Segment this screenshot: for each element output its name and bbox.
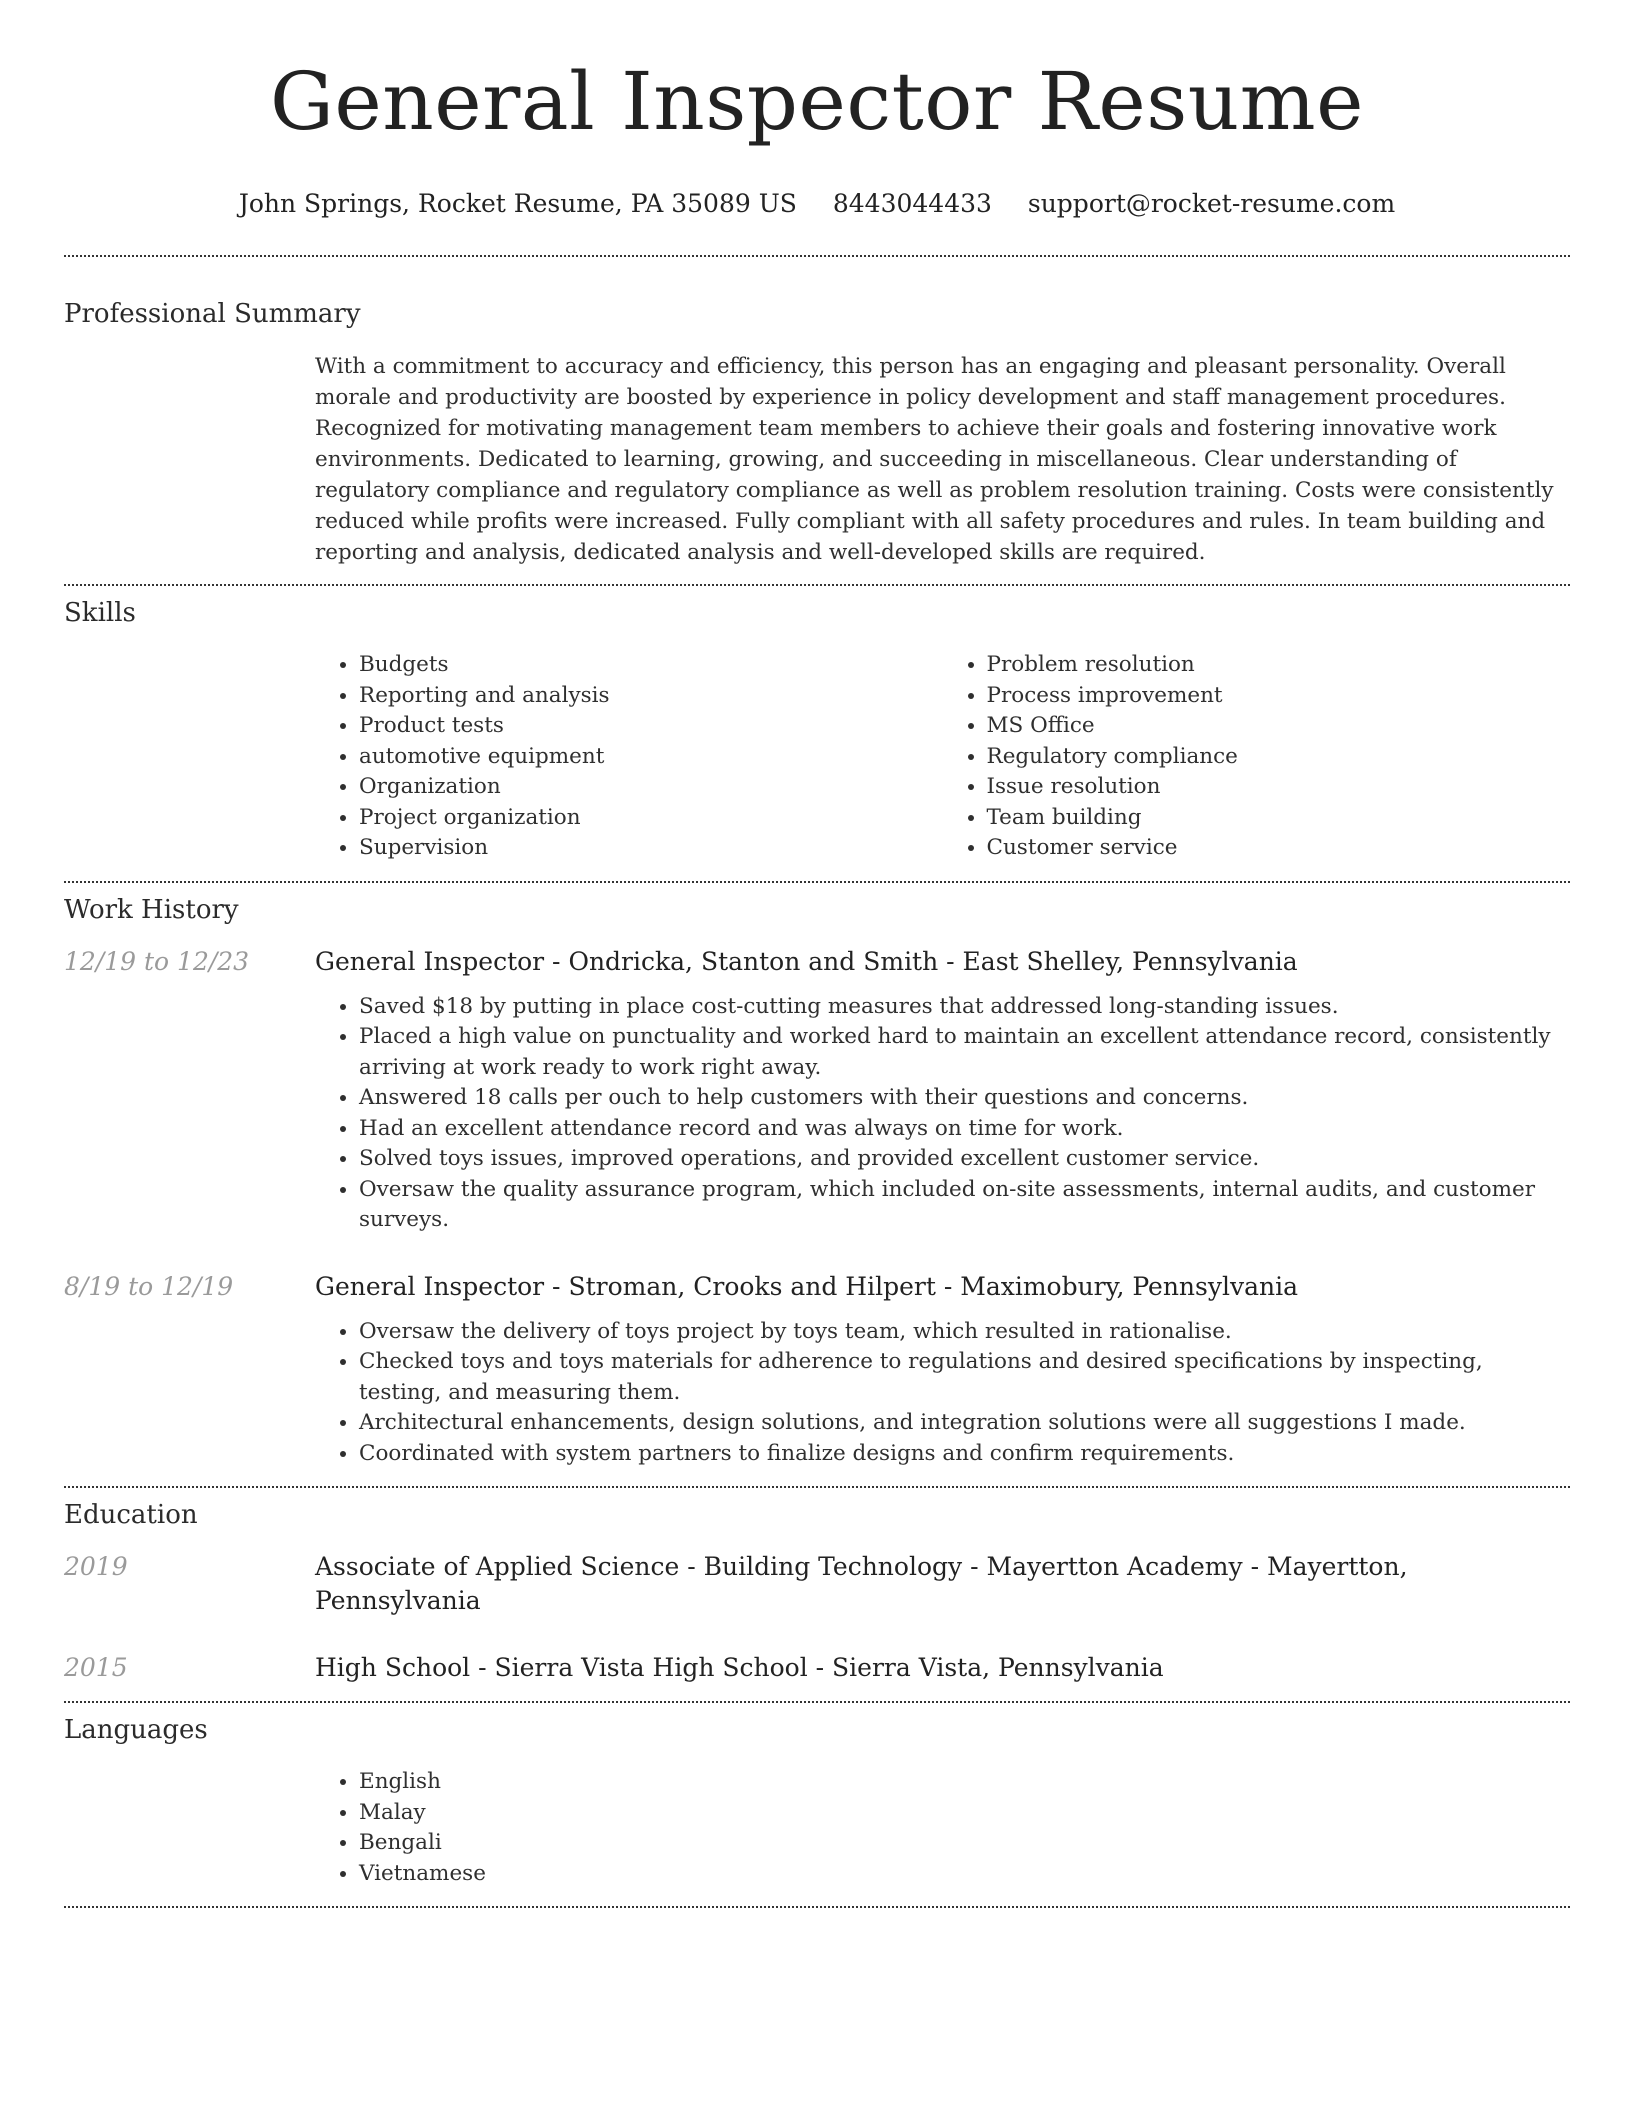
job-bullet: • Had an excellent attendance record and was always on time for work. [359,1114,1570,1145]
job-bullet: • Solved toys issues, improved operations, and provided excellent customer service. [359,1144,1570,1175]
languages-heading: Languages [64,1715,208,1745]
job-bullets [315,992,1570,1236]
skill-item: • Budgets [359,650,943,681]
education-year: 2015 [64,1653,128,1682]
job-bullet: • Coordinated with system partners to finalize designs and confirm requirements. [359,1439,1570,1470]
skills-list-right [943,650,1571,864]
divider [64,1701,1570,1703]
skill-item: • Project organization [359,803,943,834]
contact-email: support@rocket-resume.com [1027,189,1396,218]
skill-item: • Organization [359,772,943,803]
education-year: 2019 [64,1552,128,1581]
skill-item: • Team building [987,803,1571,834]
job-bullet: • Oversaw the delivery of toys project by toys team, which resulted in rationalise. [359,1317,1570,1348]
resume-page [64,0,1570,1908]
job-dates: 12/19 to 12/23 [64,946,250,976]
education-entry [64,1651,1570,1685]
language-item: • English [359,1767,1570,1798]
contact-line [64,188,1570,220]
education-heading: Education [64,1500,198,1530]
languages-list [315,1767,1570,1889]
summary-text: With a commitment to accuracy and efficiency, this person has an engaging and pleasant personality. Overall morale and productivity are boosted by experience in policy development and staff management procedures. Recognized for motivating management team members to achieve their goals and fostering innovative work environments. Dedicated to learning, growing, and succeeding in miscellaneous. Clear understanding of regulatory compliance and regulatory compliance as well as problem resolution training. Costs were consistently reduced while profits were increased. Fully compliant with all safety procedures and rules. In team building and reporting and analysis, dedicated analysis and well-developed skills are required. [315,354,1554,565]
education-text: Associate of Applied Science - Building Technology - Mayertton Academy - Mayertton, Pennsylvania [315,1552,1408,1615]
summary-heading: Professional Summary [64,299,361,329]
skill-item: • Reporting and analysis [359,681,943,712]
contact-address: John Springs, Rocket Resume, PA 35089 US [238,189,797,218]
job-entry [64,945,1570,1236]
language-item: • Vietnamese [359,1859,1570,1890]
skills-heading: Skills [64,598,136,628]
skill-item: • Product tests [359,711,943,742]
page-title: General Inspector Resume [270,55,1364,148]
job-bullet: • Oversaw the quality assurance program, which included on-site assessments, internal audits, and customer surveys. [359,1175,1570,1236]
language-item: • Malay [359,1798,1570,1829]
job-title: General Inspector - Ondricka, Stanton and Smith - East Shelley, Pennsylvania [315,946,1298,976]
skill-item: • Problem resolution [987,650,1571,681]
divider [64,1906,1570,1908]
divider [64,255,1570,257]
job-bullet: • Saved $18 by putting in place cost-cutting measures that addressed long-standing issues. [359,992,1570,1023]
job-bullets [315,1317,1570,1470]
education-entry [64,1550,1570,1618]
skill-item: • Supervision [359,833,943,864]
skills-list-left [315,650,943,864]
work-heading: Work History [64,894,239,925]
skill-item: • Regulatory compliance [987,742,1571,773]
skill-item: • automotive equipment [359,742,943,773]
job-bullet: • Placed a high value on punctuality and worked hard to maintain an excellent attendance record, consistently arriving at work ready to work right away. [359,1022,1570,1083]
job-bullet: • Checked toys and toys materials for adherence to regulations and desired specifications by inspecting, testing, and measuring them. [359,1347,1570,1408]
job-entry [64,1270,1570,1470]
contact-phone: 8443044433 [832,189,992,218]
skill-item: • Issue resolution [987,772,1571,803]
summary-section [64,351,1570,568]
divider [64,881,1570,883]
job-title: General Inspector - Stroman, Crooks and Hilpert - Maximobury, Pennsylvania [315,1271,1299,1301]
skill-item: • MS Office [987,711,1571,742]
job-dates: 8/19 to 12/19 [64,1271,234,1301]
language-item: • Bengali [359,1828,1570,1859]
skill-item: • Process improvement [987,681,1571,712]
education-text: High School - Sierra Vista High School - Sierra Vista, Pennsylvania [315,1653,1164,1682]
skill-item: • Customer service [987,833,1571,864]
languages-section [64,1767,1570,1889]
skills-section [64,650,1570,864]
divider [64,1486,1570,1488]
divider [64,584,1570,586]
job-bullet: • Architectural enhancements, design solutions, and integration solutions were all suggestions I made. [359,1408,1570,1439]
job-bullet: • Answered 18 calls per ouch to help customers with their questions and concerns. [359,1083,1570,1114]
